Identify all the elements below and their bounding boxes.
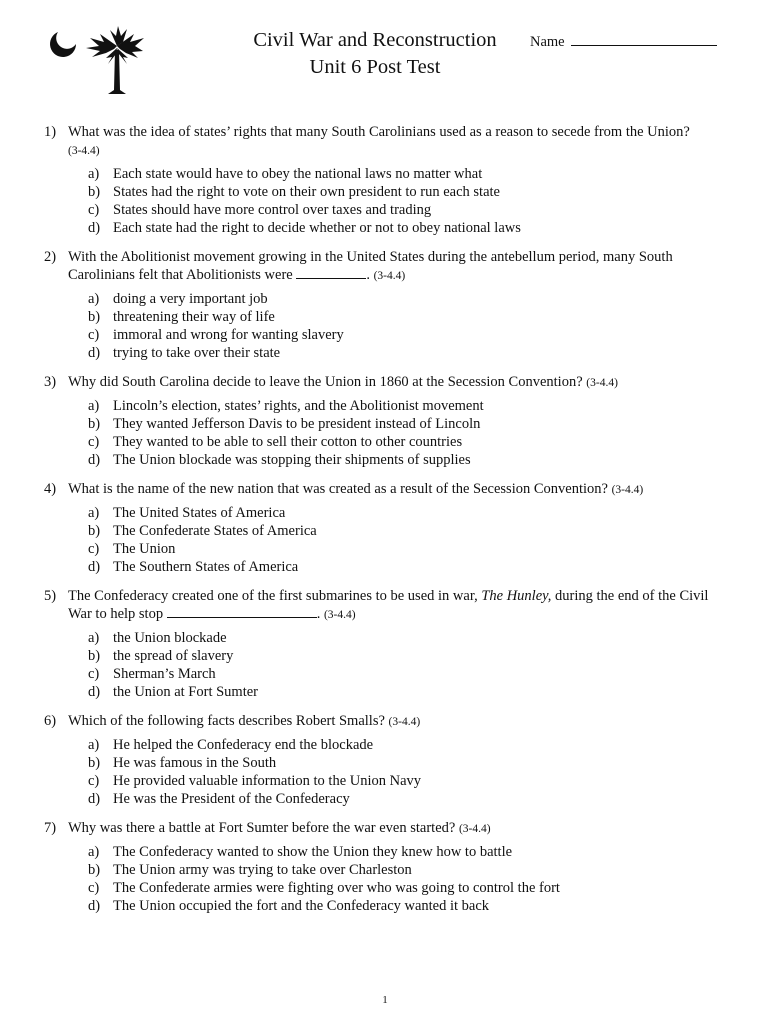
answer-options	[44, 843, 734, 915]
option-text: the Union at Fort Sumter	[113, 684, 258, 700]
option-text: Sherman’s March	[113, 666, 216, 682]
question-text	[68, 123, 734, 160]
question-1	[44, 123, 734, 237]
question-3	[44, 373, 734, 469]
option-text: They wanted Jefferson Davis to be president instead of Lincoln	[113, 416, 481, 432]
answer-option[interactable]	[44, 540, 734, 558]
question-text	[68, 819, 734, 838]
page-number: 1	[382, 994, 388, 1006]
answer-option[interactable]	[44, 344, 734, 362]
option-letter: d)	[88, 220, 101, 236]
option-letter: c)	[88, 773, 100, 789]
answer-option[interactable]	[44, 558, 734, 576]
question-prompt: Why did South Carolina decide to leave the Union in 1860 at the Secession Convention?	[68, 374, 583, 390]
option-letter: c)	[88, 202, 100, 218]
question-5	[44, 587, 734, 701]
name-label: Name	[530, 34, 565, 50]
name-blank[interactable]	[571, 33, 717, 46]
option-text: immoral and wrong for wanting slavery	[113, 327, 344, 343]
option-letter: a)	[88, 630, 100, 646]
answer-option[interactable]	[44, 843, 734, 861]
standard-code: (3-4.4)	[68, 145, 100, 157]
answer-option[interactable]	[44, 308, 734, 326]
option-letter: c)	[88, 327, 100, 343]
option-text: The Confederacy wanted to show the Union they knew how to battle	[113, 844, 513, 860]
answer-option[interactable]	[44, 451, 734, 469]
option-letter: c)	[88, 541, 100, 557]
option-letter: a)	[88, 844, 100, 860]
question-prompt: What was the idea of states’ rights that many South Carolinians used as a reason to secede from the Union?	[68, 124, 690, 140]
option-letter: a)	[88, 398, 100, 414]
option-text: Lincoln’s election, states’ rights, and the Abolitionist movement	[113, 398, 484, 414]
option-letter: a)	[88, 291, 100, 307]
question-prompt: Which of the following facts describes Robert Smalls?	[68, 713, 385, 729]
question-prompt: What is the name of the new nation that was created as a result of the Secession Convention?	[68, 481, 608, 497]
option-letter: d)	[88, 345, 101, 361]
answer-option[interactable]	[44, 326, 734, 344]
option-text: the spread of slavery	[113, 648, 234, 664]
option-letter: d)	[88, 898, 101, 914]
answer-option[interactable]	[44, 665, 734, 683]
standard-code: (3-4.4)	[388, 716, 421, 728]
standard-code: (3-4.4)	[458, 823, 491, 835]
option-letter: a)	[88, 737, 100, 753]
standard-code: (3-4.4)	[323, 609, 356, 621]
option-text: He was famous in the South	[113, 755, 277, 771]
answer-option[interactable]	[44, 415, 734, 433]
answer-options	[44, 397, 734, 469]
option-text: Each state had the right to decide whether or not to obey national laws	[113, 220, 521, 236]
standard-code: (3-4.4)	[586, 377, 618, 389]
question-prompt-end: .	[316, 606, 321, 622]
answer-option[interactable]	[44, 790, 734, 808]
answer-option[interactable]	[44, 522, 734, 540]
option-text: The United States of America	[113, 505, 286, 521]
question-number: 2)	[44, 249, 57, 265]
answer-option[interactable]	[44, 219, 734, 237]
option-letter: d)	[88, 559, 101, 575]
option-letter: c)	[88, 666, 100, 682]
option-text: States had the right to vote on their own president to run each state	[113, 184, 500, 200]
option-text: The Confederate States of America	[113, 523, 317, 539]
option-letter: c)	[88, 880, 100, 896]
option-letter: b)	[88, 523, 101, 539]
answer-options	[44, 504, 734, 576]
option-letter: d)	[88, 791, 101, 807]
option-letter: b)	[88, 184, 101, 200]
answer-options	[44, 629, 734, 701]
option-letter: a)	[88, 505, 100, 521]
question-text	[68, 587, 734, 624]
question-prompt: With the Abolitionist movement growing in the United States during the antebellum period, many South Carolinians felt that Abolitionists were	[68, 249, 673, 283]
option-text: He provided valuable information to the Union Navy	[113, 773, 422, 789]
answer-option[interactable]	[44, 165, 734, 183]
question-number: 4)	[44, 481, 57, 497]
answer-options	[44, 290, 734, 362]
answer-option[interactable]	[44, 754, 734, 772]
question-number: 3)	[44, 374, 57, 390]
answer-option[interactable]	[44, 772, 734, 790]
option-text: The Union blockade was stopping their shipments of supplies	[113, 452, 471, 468]
option-text: States should have more control over taxes and trading	[113, 202, 432, 218]
question-text	[68, 373, 734, 392]
question-list	[44, 123, 734, 926]
answer-option[interactable]	[44, 183, 734, 201]
answer-options	[44, 736, 734, 808]
answer-option[interactable]	[44, 897, 734, 915]
title-block	[215, 27, 535, 81]
answer-blank[interactable]	[296, 266, 366, 279]
answer-option[interactable]	[44, 504, 734, 522]
option-text: He was the President of the Confederacy	[113, 791, 350, 807]
question-2	[44, 248, 734, 362]
palmetto-crescent-icon	[44, 24, 144, 96]
question-prompt: The Confederacy created one of the first submarines to be used in war,	[68, 588, 478, 604]
name-field[interactable]	[530, 33, 717, 51]
question-text	[68, 712, 734, 731]
answer-option[interactable]	[44, 397, 734, 415]
page-title: Civil War and Reconstruction	[253, 29, 497, 51]
question-prompt: Why was there a battle at Fort Sumter before the war even started?	[68, 820, 456, 836]
question-number: 5)	[44, 588, 57, 604]
question-text	[68, 480, 734, 499]
option-text: The Southern States of America	[113, 559, 299, 575]
option-text: doing a very important job	[113, 291, 268, 307]
answer-option[interactable]	[44, 629, 734, 647]
question-4	[44, 480, 734, 576]
option-text: trying to take over their state	[113, 345, 281, 361]
page-subtitle: Unit 6 Post Test	[309, 56, 441, 78]
option-letter: c)	[88, 434, 100, 450]
answer-option[interactable]	[44, 861, 734, 879]
option-letter: d)	[88, 452, 101, 468]
answer-option[interactable]	[44, 879, 734, 897]
question-number: 7)	[44, 820, 57, 836]
question-prompt-middle: during the end of the Civil War to help stop	[68, 588, 709, 622]
option-text: He helped the Confederacy end the blockade	[113, 737, 374, 753]
option-letter: d)	[88, 684, 101, 700]
question-number: 1)	[44, 124, 57, 140]
option-letter: b)	[88, 648, 101, 664]
option-text: the Union blockade	[113, 630, 227, 646]
option-text: threatening their way of life	[113, 309, 275, 325]
question-6	[44, 712, 734, 808]
question-text	[68, 248, 734, 285]
crescent-icon	[50, 32, 76, 57]
answer-blank[interactable]	[167, 605, 317, 618]
option-letter: a)	[88, 166, 100, 182]
option-letter: b)	[88, 755, 101, 771]
option-text: The Confederate armies were fighting over who was going to control the fort	[113, 880, 560, 896]
answer-option[interactable]	[44, 647, 734, 665]
answer-options	[44, 165, 734, 237]
question-number: 6)	[44, 713, 57, 729]
option-text: Each state would have to obey the national laws no matter what	[113, 166, 483, 182]
submarine-name: The Hunley,	[481, 588, 552, 604]
option-text: The Union army was trying to take over Charleston	[113, 862, 412, 878]
option-text: The Union	[113, 541, 176, 557]
option-letter: b)	[88, 309, 101, 325]
answer-option[interactable]	[44, 290, 734, 308]
option-letter: b)	[88, 862, 101, 878]
answer-option[interactable]	[44, 683, 734, 701]
answer-option[interactable]	[44, 201, 734, 219]
standard-code: (3-4.4)	[373, 270, 406, 282]
question-prompt-end: .	[366, 267, 370, 283]
option-text: They wanted to be able to sell their cotton to other countries	[113, 434, 463, 450]
option-text: The Union occupied the fort and the Confederacy wanted it back	[113, 898, 490, 914]
palmetto-tree-icon	[86, 26, 144, 94]
option-letter: b)	[88, 416, 101, 432]
answer-option[interactable]	[44, 433, 734, 451]
question-7	[44, 819, 734, 915]
answer-option[interactable]	[44, 736, 734, 754]
standard-code: (3-4.4)	[611, 484, 644, 496]
